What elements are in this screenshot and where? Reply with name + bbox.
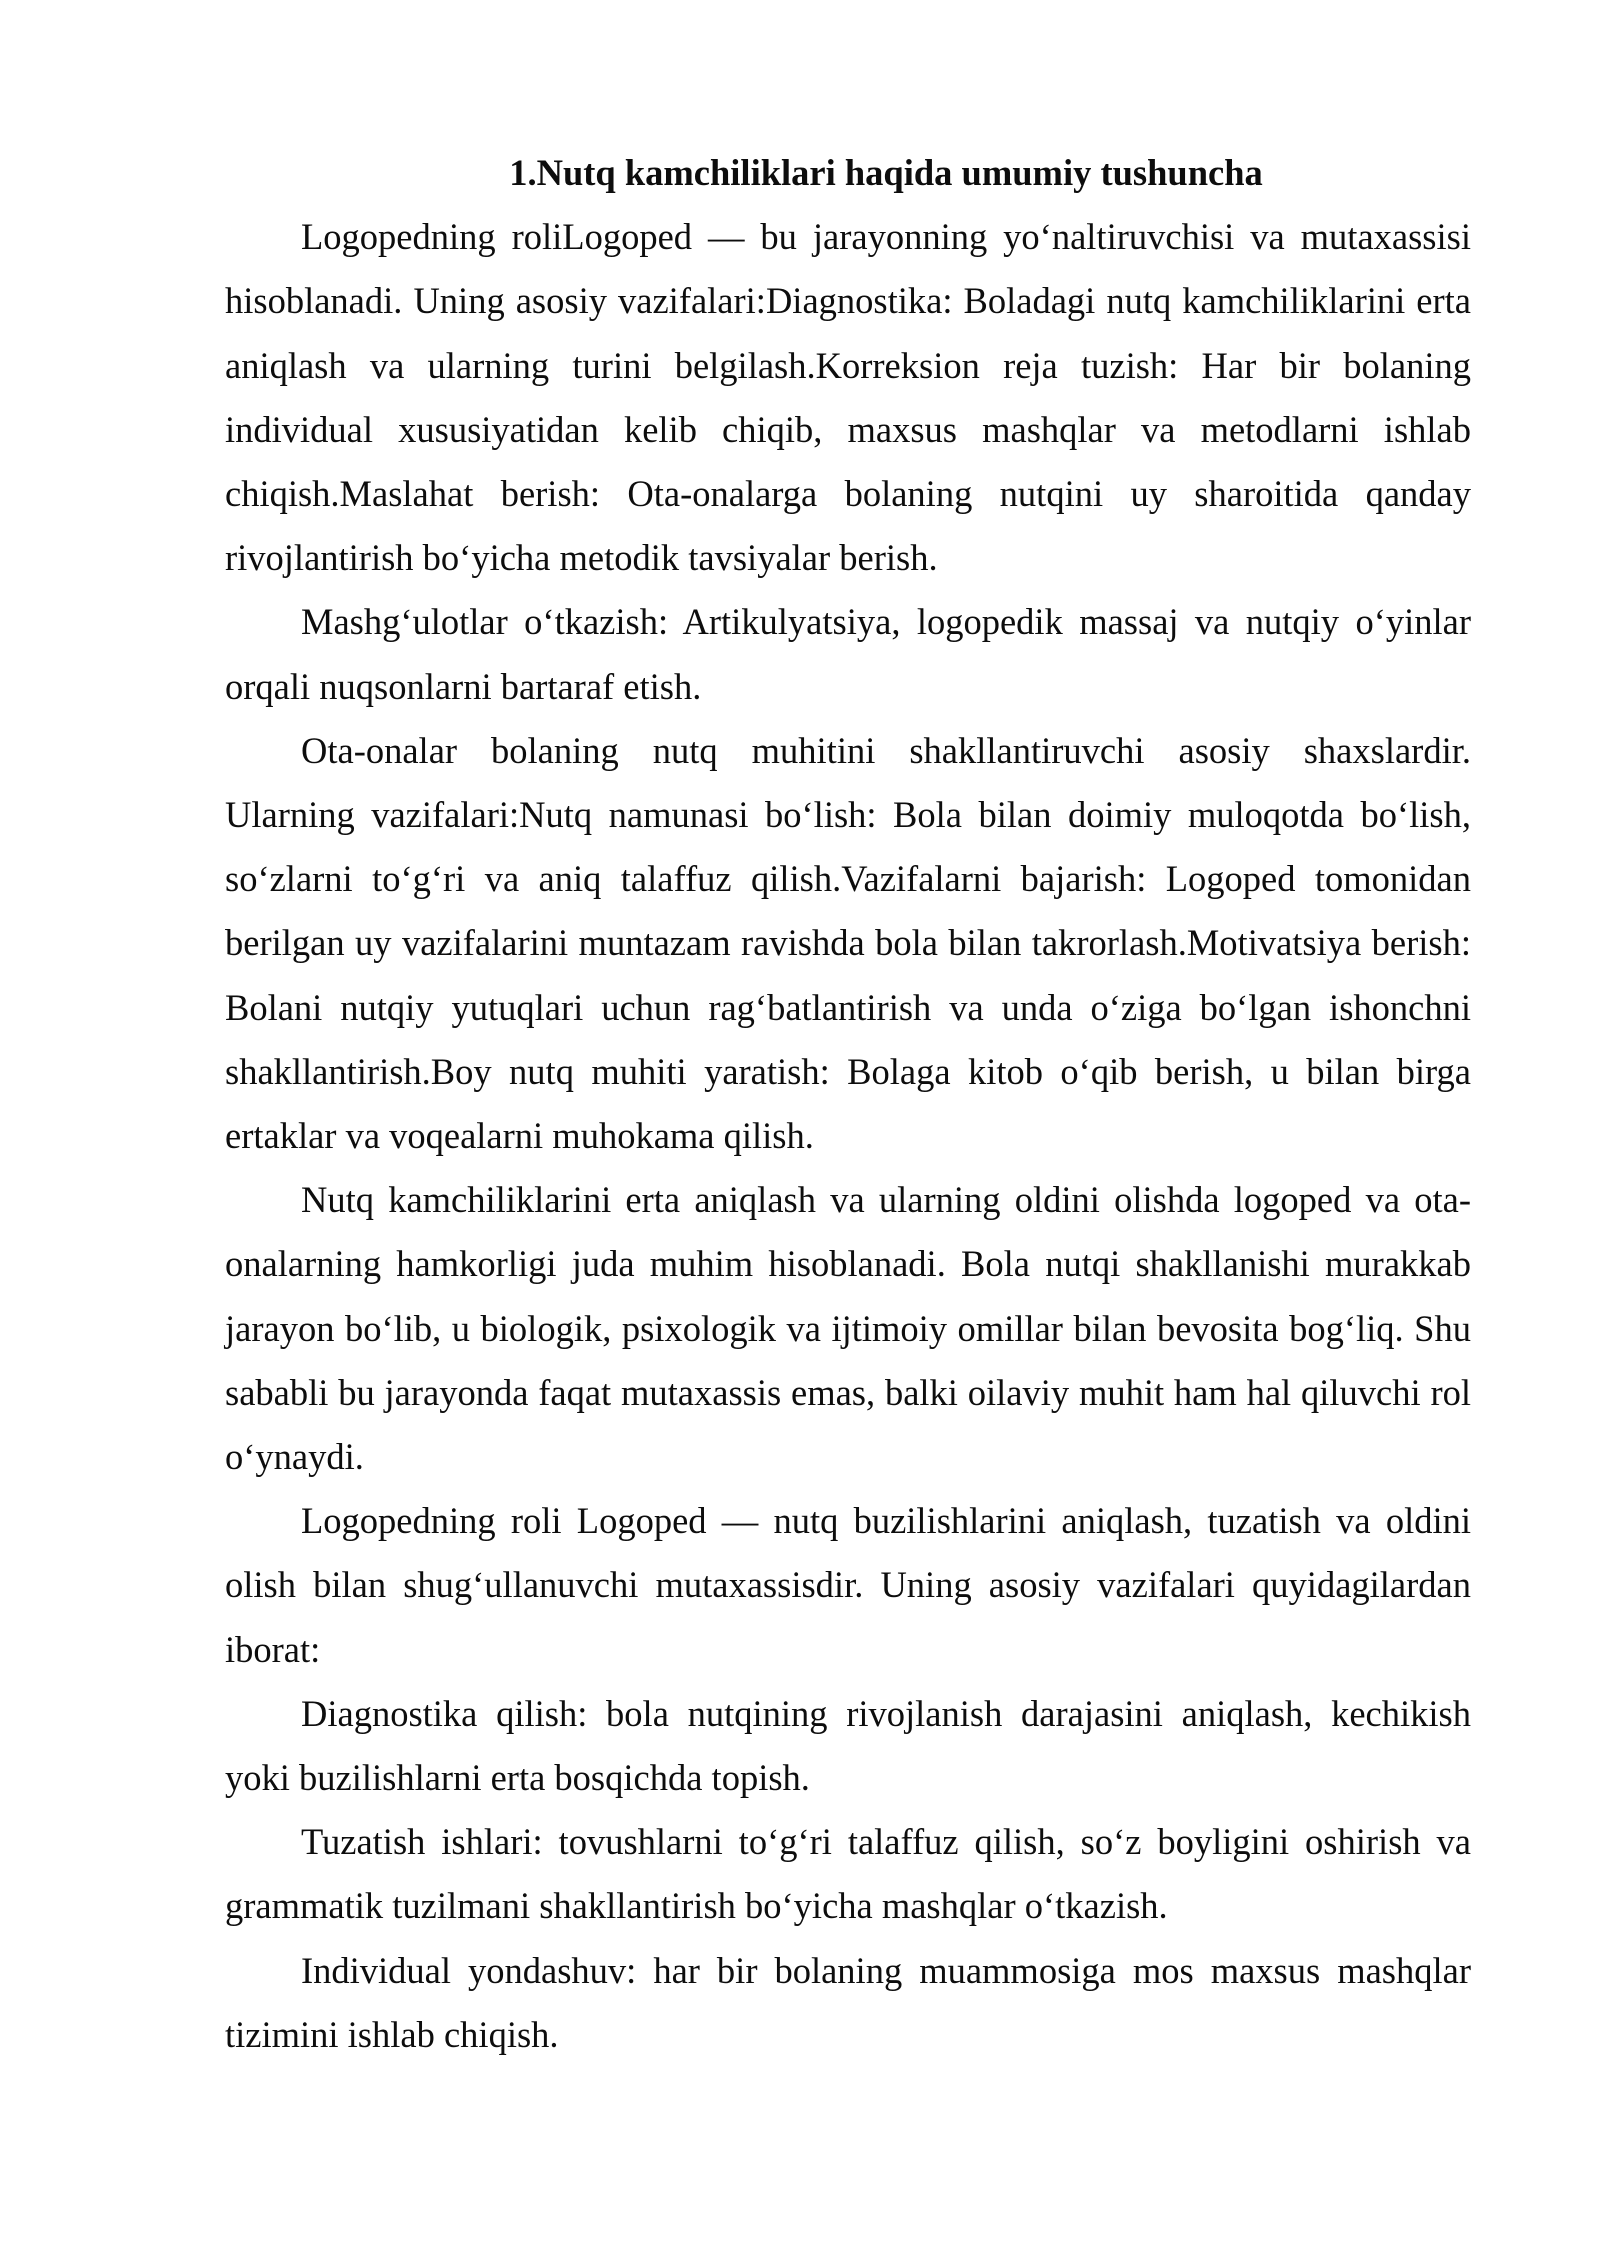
body-paragraph: [225, 1682, 1471, 1810]
paragraph-line: tizimini ishlab chiqish.: [225, 2013, 559, 2055]
paragraph-line: so‘zlarni to‘g‘ri va aniq talaffuz qilish.Vazifalarni bajarish: Logoped tomonidan: [225, 858, 1471, 900]
paragraph-line: Logopedning roliLogoped — bu jarayonning yo‘naltiruvchisi va mutaxassisi: [301, 216, 1471, 258]
paragraph-line: onalarning hamkorligi juda muhim hisoblanadi. Bola nutqi shakllanishi murakkab: [225, 1243, 1471, 1285]
paragraph-line: yoki buzilishlarni erta bosqichda topish.: [225, 1757, 810, 1799]
paragraph-line: sababli bu jarayonda faqat mutaxassis emas, balki oilaviy muhit ham hal qiluvchi rol: [225, 1371, 1471, 1413]
document-page: [225, 141, 1471, 2067]
body-paragraph: [225, 719, 1471, 1168]
paragraph-line: Tuzatish ishlari: tovushlarni to‘g‘ri talaffuz qilish, so‘z boyligini oshirish va: [301, 1821, 1471, 1863]
paragraph-line: shakllantirish.Boy nutq muhiti yaratish: Bolaga kitob o‘qib berish, u bilan birga: [225, 1050, 1471, 1092]
paragraph-line: hisoblanadi. Uning asosiy vazifalari:Diagnostika: Boladagi nutq kamchiliklarini erta: [225, 280, 1471, 322]
paragraph-line: berilgan uy vazifalarini muntazam ravishda bola bilan takrorlash.Motivatsiya berish:: [225, 922, 1471, 964]
paragraph-line: Ota-onalar bolaning nutq muhitini shakllantiruvchi asosiy shaxslardir.: [301, 729, 1471, 771]
body-paragraph: [225, 205, 1471, 590]
paragraph-line: olish bilan shug‘ullanuvchi mutaxassisdir. Uning asosiy vazifalari quyidagilardan: [225, 1564, 1471, 1606]
paragraph-line: Mashg‘ulotlar o‘tkazish: Artikulyatsiya, logopedik massaj va nutqiy o‘yinlar: [301, 601, 1471, 643]
paragraph-line: Logopedning roli Logoped — nutq buzilishlarini aniqlash, tuzatish va oldini: [301, 1500, 1471, 1542]
body-paragraph: [225, 590, 1471, 718]
paragraph-line: rivojlantirish bo‘yicha metodik tavsiyalar berish.: [225, 537, 938, 579]
paragraph-line: iborat:: [225, 1628, 321, 1670]
paragraph-line: Diagnostika qilish: bola nutqining rivojlanish darajasini aniqlash, kechikish: [301, 1692, 1471, 1734]
body-paragraph: [225, 1489, 1471, 1682]
paragraph-line: grammatik tuzilmani shakllantirish bo‘yicha mashqlar o‘tkazish.: [225, 1885, 1168, 1927]
paragraph-line: individual xususiyatidan kelib chiqib, maxsus mashqlar va metodlarni ishlab: [225, 408, 1471, 450]
paragraph-line: chiqish.Maslahat berish: Ota-onalarga bolaning nutqini uy sharoitida qanday: [225, 473, 1471, 515]
document-title: 1.Nutq kamchiliklari haqida umumiy tushuncha: [509, 152, 1263, 193]
body-paragraph: [225, 1810, 1471, 1938]
paragraph-line: Individual yondashuv: har bir bolaning muammosiga mos maxsus mashqlar: [301, 1949, 1471, 1991]
body-paragraph: [225, 1168, 1471, 1489]
paragraph-line: ertaklar va voqealarni muhokama qilish.: [225, 1115, 814, 1157]
paragraph-line: aniqlash va ularning turini belgilash.Korreksion reja tuzish: Har bir bolaning: [225, 344, 1471, 386]
paragraph-line: o‘ynaydi.: [225, 1436, 364, 1478]
paragraph-line: Ularning vazifalari:Nutq namunasi bo‘lish: Bola bilan doimiy muloqotda bo‘lish,: [225, 794, 1471, 836]
paragraph-line: jarayon bo‘lib, u biologik, psixologik va ijtimoiy omillar bilan bevosita bog‘liq. Shu: [225, 1307, 1471, 1349]
body-paragraph: [225, 1939, 1471, 2067]
paragraph-line: Nutq kamchiliklarini erta aniqlash va ularning oldini olishda logoped va ota-: [301, 1179, 1471, 1221]
paragraph-line: Bolani nutqiy yutuqlari uchun rag‘batlantirish va unda o‘ziga bo‘lgan ishonchni: [225, 986, 1471, 1028]
paragraph-line: orqali nuqsonlarni bartaraf etish.: [225, 665, 702, 707]
